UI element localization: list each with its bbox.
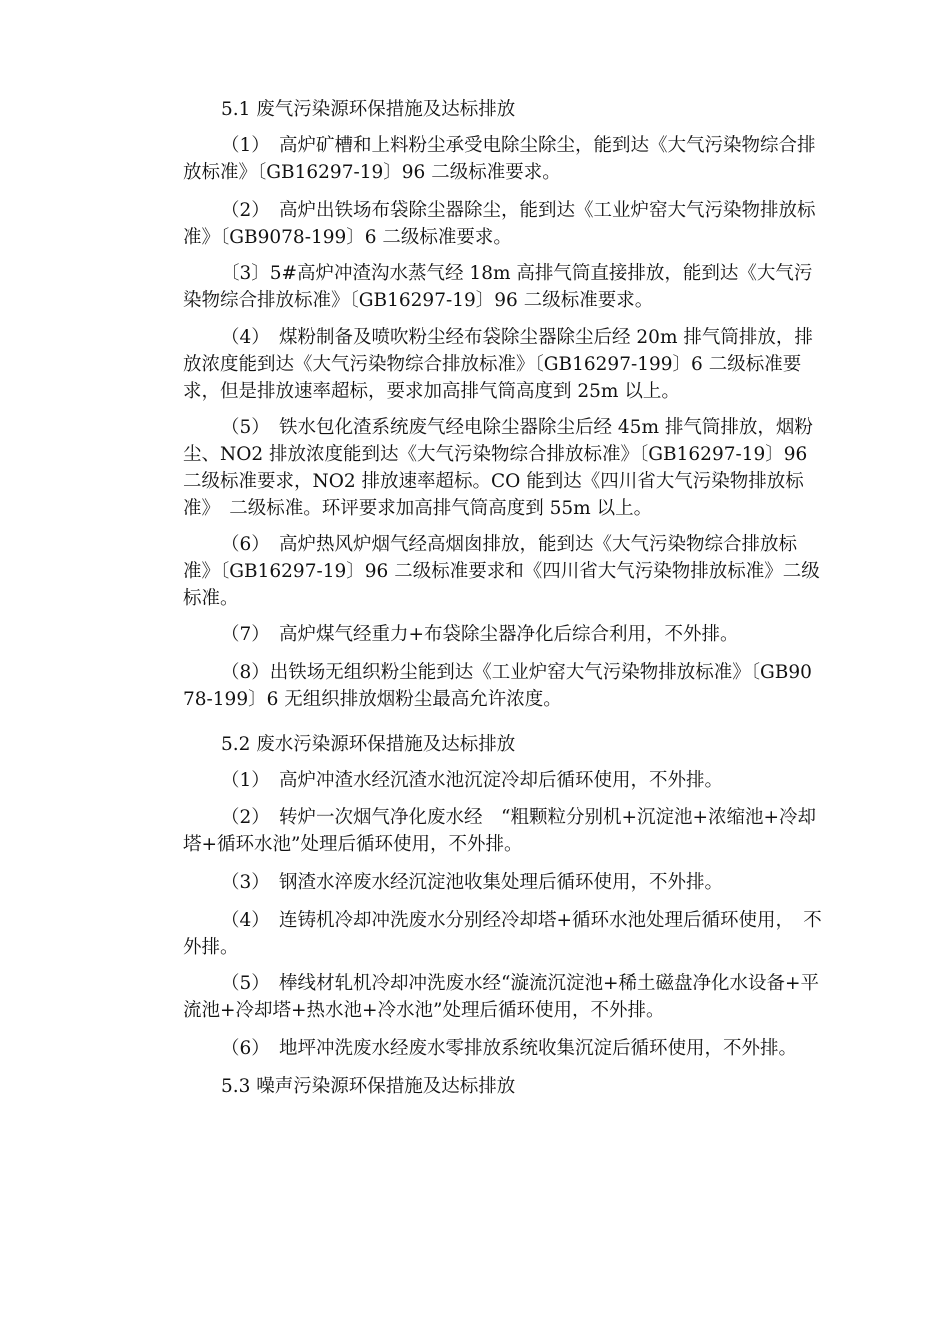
paragraph-5-1-2: （2） 高炉出铁场布袋除尘器除尘，能到达《工业炉窑大气污染物排放标准》〔GB9078-199〕6 二级标准要求。 xyxy=(183,200,816,248)
section-heading-5-3: 5.3 噪声污染源环保措施及达标排放 xyxy=(221,1076,516,1097)
section-heading-5-2: 5.2 废水污染源环保措施及达标排放 xyxy=(221,734,516,755)
paragraph-5-2-6: （6） 地坪冲洗废水经废水零排放系统收集沉淀后循环使用，不外排。 xyxy=(221,1038,798,1059)
paragraph-5-1-8: （8）出铁场无组织粉尘能到达《工业炉窑大气污染物排放标准》〔GB9078-199〕6 无组织排放烟粉尘最高允许浓度。 xyxy=(183,662,812,710)
paragraph-5-2-2: （2） 转炉一次烟气净化废水经 “粗颗粒分别机+沉淀池+浓缩池+冷却塔+循环水池”处理后循环使用，不外排。 xyxy=(183,807,816,855)
paragraph-5-2-5: （5） 棒线材轧机冷却冲洗废水经“漩流沉淀池+稀土磁盘净化水设备+平流池+冷却塔+热水池+冷水池”处理后循环使用，不外排。 xyxy=(183,973,819,1021)
paragraph-5-1-5: （5） 铁水包化渣系统废气经电除尘器除尘后经 45m 排气筒排放，烟粉尘、NO2 排放浓度能到达《大气污染物综合排放标准》〔GB16297-19〕96 二级标准要求，NO2 排放速率超标。CO 能到达《四川省大气污染物排放标准》 二级标准。环评要求加高排气筒高度到 55m 以上。 xyxy=(183,417,813,519)
paragraph-5-2-3: （3） 钢渣水淬废水经沉淀池收集处理后循环使用，不外排。 xyxy=(221,872,724,893)
paragraph-5-1-4: （4） 煤粉制备及喷吹粉尘经布袋除尘器除尘后经 20m 排气筒排放，排放浓度能到达《大气污染物综合排放标准》〔GB16297-199〕6 二级标准要求，但是排放速率超标，要求加高排气筒高度到 25m 以上。 xyxy=(183,327,813,402)
section-heading-5-1: 5.1 废气污染源环保措施及达标排放 xyxy=(221,99,516,120)
paragraph-5-1-6: （6） 高炉热风炉烟气经高烟囱排放，能到达《大气污染物综合排放标准》〔GB16297-19〕96 二级标准要求和《四川省大气污染物排放标准》二级标准。 xyxy=(183,534,820,609)
paragraph-5-2-1: （1） 高炉冲渣水经沉渣水池沉淀冷却后循环使用，不外排。 xyxy=(221,770,724,791)
paragraph-5-2-4: （4） 连铸机冷却冲洗废水分别经冷却塔+循环水池处理后循环使用， 不外排。 xyxy=(183,910,822,958)
paragraph-5-1-7: （7） 高炉煤气经重力+布袋除尘器净化后综合利用，不外排。 xyxy=(221,624,739,645)
paragraph-5-1-3: 〔3〕5#高炉冲渣沟水蒸气经 18m 高排气筒直接排放，能到达《大气污染物综合排放标准》〔GB16297-19〕96 二级标准要求。 xyxy=(183,263,813,311)
paragraph-5-1-1: （1） 高炉矿槽和上料粉尘承受电除尘除尘，能到达《大气污染物综合排放标准》〔GB16297-19〕96 二级标准要求。 xyxy=(183,135,816,183)
